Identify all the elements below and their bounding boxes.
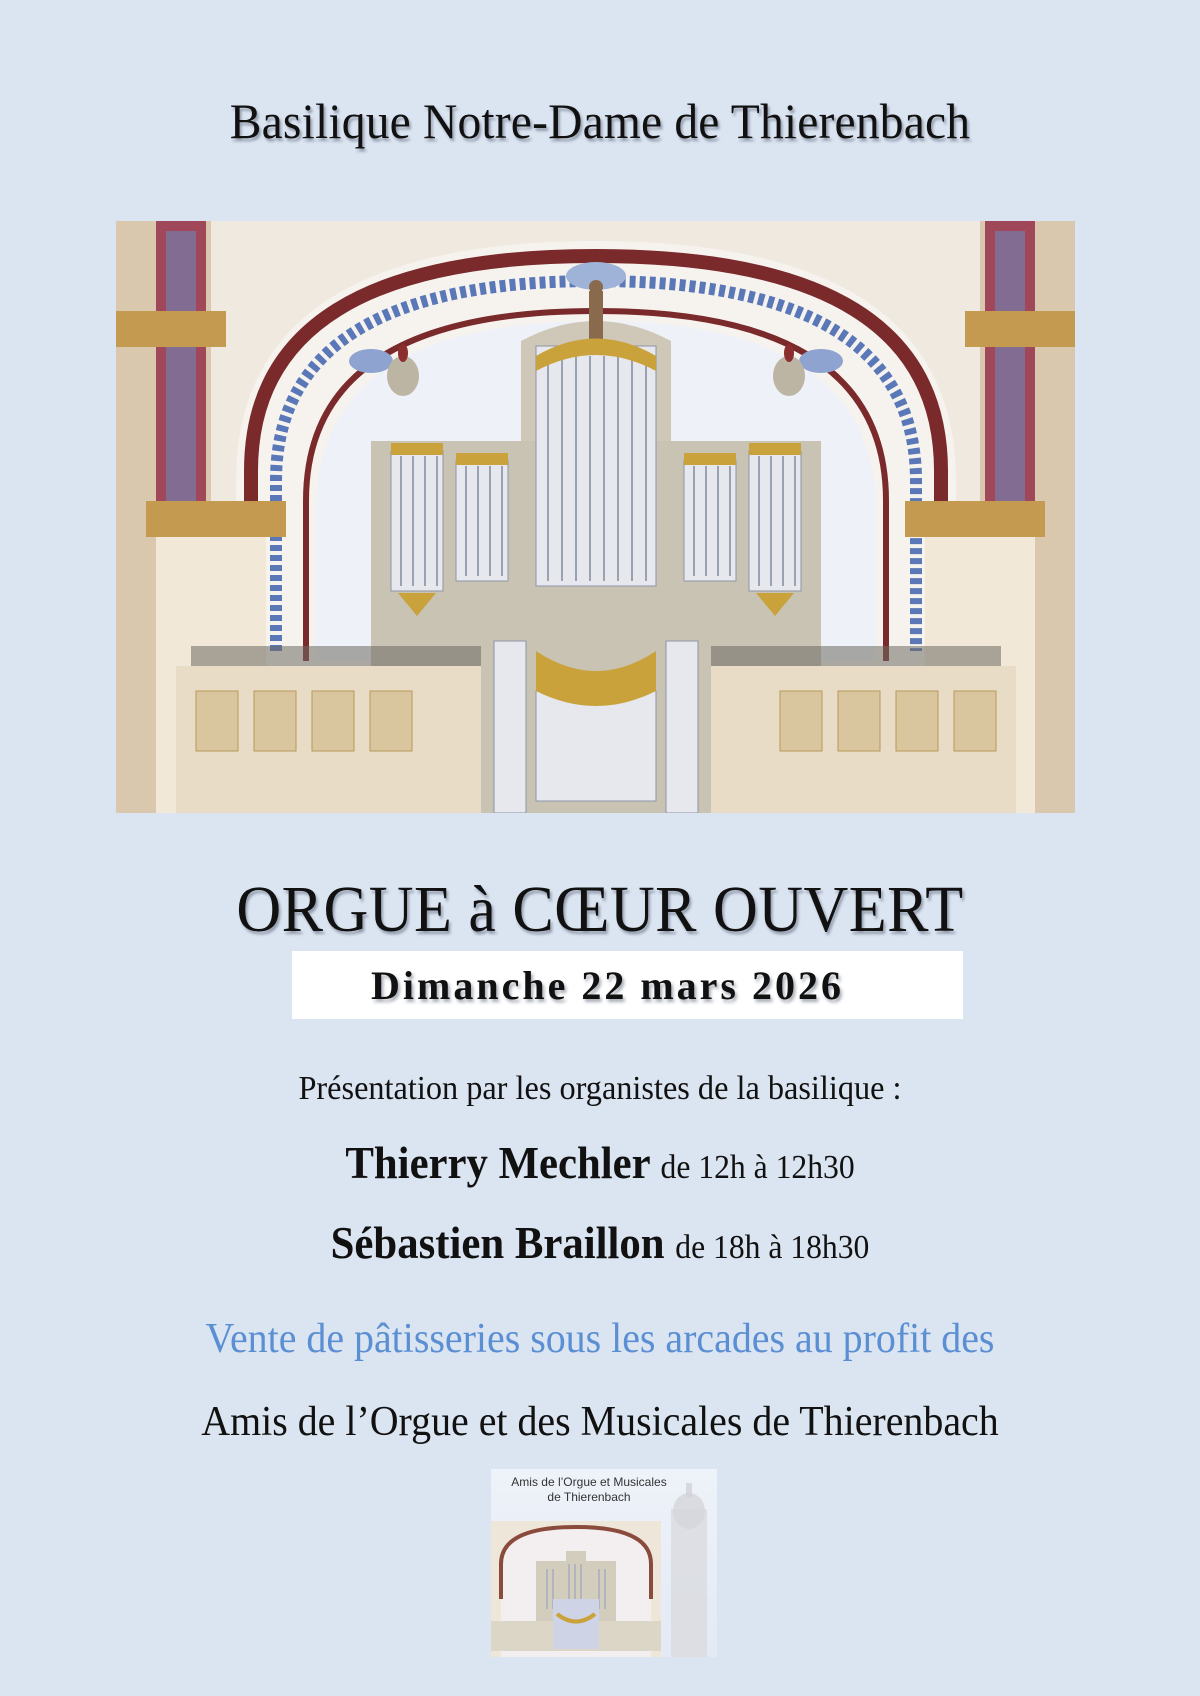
presentation-intro: Présentation par les organistes de la basilique : bbox=[298, 1070, 902, 1107]
organist-name: Thierry Mechler bbox=[345, 1137, 650, 1188]
organist-row bbox=[42, 1216, 1158, 1269]
association-logo bbox=[491, 1469, 717, 1657]
event-title: ORGUE à CŒUR OUVERT bbox=[236, 873, 964, 946]
organist-row bbox=[42, 1136, 1158, 1189]
organist-time: de 18h à 18h30 bbox=[675, 1229, 870, 1266]
pastry-sale-text: Vente de pâtisseries sous les arcades au profit des bbox=[205, 1316, 995, 1362]
page-title: Basilique Notre-Dame de Thierenbach bbox=[229, 93, 971, 149]
event-date: Dimanche 22 mars 2026 bbox=[371, 963, 844, 1008]
organ-illustration-icon bbox=[116, 221, 1075, 813]
organ-photo bbox=[116, 221, 1075, 813]
organist-time: de 12h à 12h30 bbox=[660, 1149, 855, 1186]
logo-caption bbox=[491, 1475, 687, 1505]
date-banner bbox=[292, 951, 963, 1019]
logo-caption-line: de Thierenbach bbox=[547, 1490, 631, 1504]
logo-caption-line: Amis de l’Orgue et Musicales bbox=[511, 1475, 667, 1489]
beneficiary-text: Amis de l’Orgue et des Musicales de Thierenbach bbox=[201, 1399, 999, 1445]
organist-name: Sébastien Braillon bbox=[330, 1217, 665, 1268]
